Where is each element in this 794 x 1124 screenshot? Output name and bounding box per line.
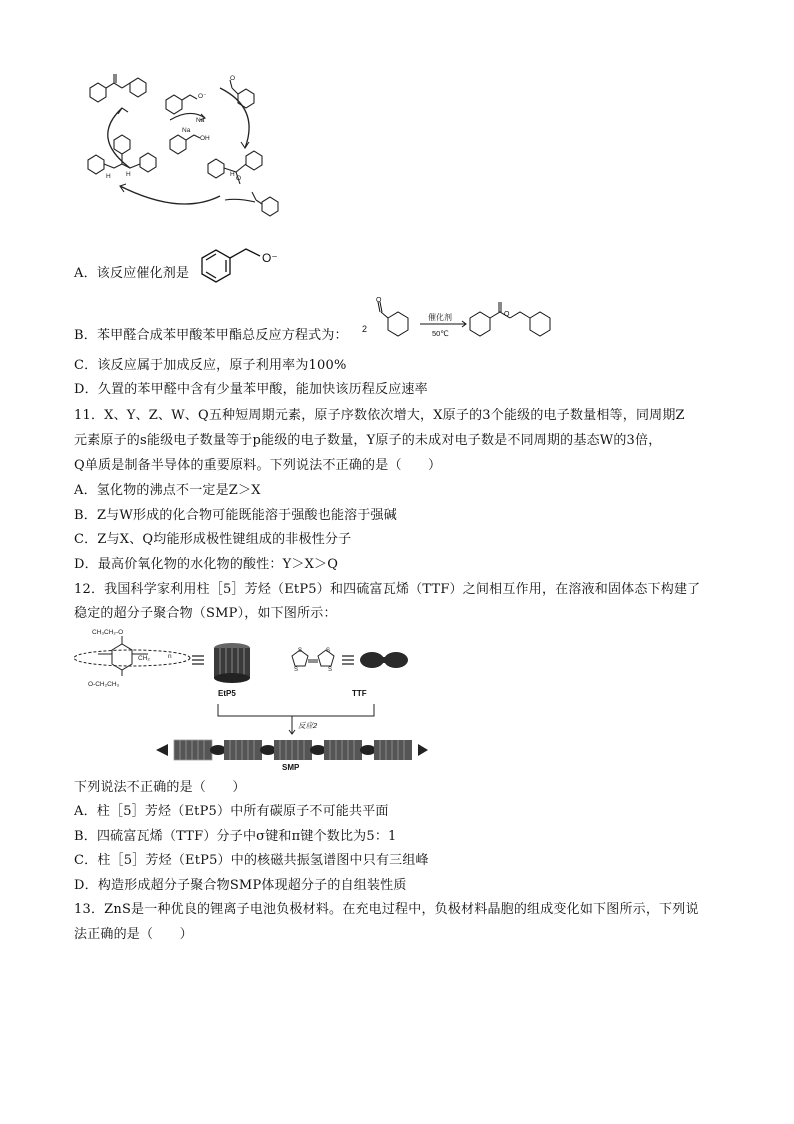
h-label-left: H xyxy=(106,173,111,180)
catalytic-cycle-figure xyxy=(70,68,320,228)
o-label-aldehyde: O xyxy=(230,75,236,82)
q11-stem-line3: Q单质是制备半导体的重要原料。下列说法不正确的是（ ） xyxy=(74,458,442,473)
smp-figure xyxy=(70,624,430,772)
h-label-right: H xyxy=(230,171,235,178)
etp5-label: EtP5 xyxy=(218,689,236,698)
q12-option-a: A．柱［5］芳烃（EtP5）中所有碳原子不可能共平面 xyxy=(74,804,389,819)
q12-stem-line1: 12．我国科学家利用柱［5］芳烃（EtP5）和四硫富瓦烯（TTF）之间相互作用，在溶液和固体态下构建了 xyxy=(74,582,701,597)
aldehyde-o-label: O xyxy=(376,297,382,304)
reaction-label: 反应2 xyxy=(298,721,318,730)
q12-option-b: B．四硫富瓦烯（TTF）分子中σ键和π键个数比为5：1 xyxy=(74,829,397,844)
h-label-left2: H xyxy=(126,171,131,178)
q10-option-d: D．久置的苯甲醛中含有少量苯甲酸，能加快该历程反应速率 xyxy=(74,382,428,397)
etp5-repeat-n: n xyxy=(168,653,172,660)
etp5-bottom-substituent: O-CH₂CH₃ xyxy=(88,681,120,688)
ester-o-label: O xyxy=(504,311,510,318)
q11-option-c: C．Z与X、Q均能形成极性键组成的非极性分子 xyxy=(74,532,352,547)
ttf-s2: S xyxy=(294,667,299,673)
smp-label: SMP xyxy=(282,763,300,772)
na-label-left: Na xyxy=(182,127,191,134)
equation-temperature: 50℃ xyxy=(432,329,449,338)
ttf-label: TTF xyxy=(352,689,367,698)
q10-option-b: B．苯甲醛合成苯甲酸苯甲酯总反应方程式为： xyxy=(74,328,348,343)
q12-stem-line2: 稳定的超分子聚合物（SMP），如下图所示： xyxy=(74,606,337,621)
o-minus-label: O⁻ xyxy=(198,93,207,100)
etp5-top-substituent: CH₃CH₂-O xyxy=(92,629,124,636)
q11-option-a: A．氢化物的沸点不一定是Z＞X xyxy=(74,483,261,498)
equation-catalyst: 催化剂 xyxy=(428,313,452,322)
q11-option-d: D．最高价氧化物的水化物的酸性：Y＞X＞Q xyxy=(74,557,339,572)
ttf-s4: S xyxy=(328,667,333,673)
oh-label: OH xyxy=(200,135,210,142)
benzyl-alkoxide-structure xyxy=(196,232,306,284)
q13-stem-line1: 13．ZnS是一种优良的锂离子电池负极材料。在充电过程中，负极材料晶胞的组成变化如下图所示，下列说 xyxy=(74,902,699,917)
q11-stem-line1: 11．X、Y、Z、W、Q五种短周期元素，原子序数依次增大，X原子的3个能级的电子数量相等，同周期Z xyxy=(74,408,685,423)
q13-stem-line2: 法正确的是（ ） xyxy=(74,927,193,942)
o-label-right: O xyxy=(236,175,242,182)
q11-stem-line2: 元素原子的s能级电子数量等于p能级的电子数量，Y原子的未成对电子数是不同周期的基态W的3倍， xyxy=(74,433,662,448)
ttf-s1: S xyxy=(298,648,303,654)
na-label-right: Na xyxy=(196,117,205,124)
etp5-ch2: CH₂ xyxy=(138,655,150,662)
equation-coefficient: 2 xyxy=(362,324,368,334)
alkoxide-o-minus: O⁻ xyxy=(262,251,278,265)
ttf-s3: S xyxy=(326,648,331,654)
q12-question: 下列说法不正确的是（ ） xyxy=(74,780,246,795)
q10-option-c: C．该反应属于加成反应，原子利用率为100% xyxy=(74,358,347,373)
q11-option-b: B．Z与W形成的化合物可能既能溶于强酸也能溶于强碱 xyxy=(74,508,397,523)
q10-option-a: A．该反应催化剂是 xyxy=(74,266,190,281)
overall-equation xyxy=(358,294,578,348)
q12-option-d: D．构造形成超分子聚合物SMP体现超分子的自组装性质 xyxy=(74,878,407,893)
q12-option-c: C．柱［5］芳烃（EtP5）中的核磁共振氢谱图中只有三组峰 xyxy=(74,853,429,868)
